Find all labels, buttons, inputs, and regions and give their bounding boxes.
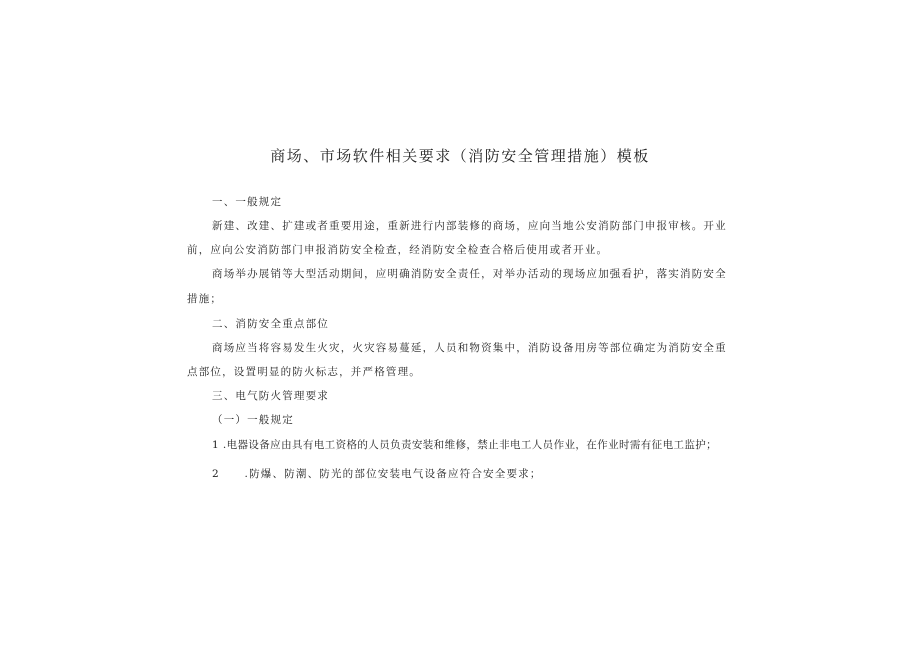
item1-number: 1 — [212, 439, 220, 451]
section3-item2 — [212, 466, 542, 481]
section2-heading: 二、消防安全重点部位 — [212, 318, 329, 330]
item2-text: .防爆、防潮、防光的部位安装电气设备应符合安全要求； — [244, 468, 542, 480]
section1-heading: 一、一般规定 — [212, 196, 283, 208]
section1-paragraph1-line2: 前，应向公安消防部门申报消防安全检查，经消防安全检查合格后使用或者开业。 — [187, 244, 609, 256]
section1-paragraph1-line1: 新建、改建、扩建或者重要用途，重新进行内部装修的商场，应向当地公安消防部门申报审核。开业 — [212, 220, 727, 232]
section3-heading: 三、电气防火管理要求 — [212, 390, 329, 402]
section1-paragraph2-line2: 措施； — [187, 293, 223, 305]
item2-number: 2 — [212, 468, 220, 480]
item1-text: .电器设备应由具有电工资格的人员负责安装和维修，禁止非电工人员作业，在作业时需有征电工监护； — [222, 439, 718, 451]
section2-paragraph-line1: 商场应当将容易发生火灾，火灾容易蔓延，人员和物资集中，消防设备用房等部位确定为消防安全重 — [212, 342, 727, 354]
section3-item1 — [212, 437, 717, 452]
section2-paragraph-line2: 点部位，设置明显的防火标志，并严格管理。 — [187, 366, 421, 378]
section1-paragraph2-line1: 商场举办展销等大型活动期间，应明确消防安全责任，对举办活动的现场应加强看护，落实消防安全 — [212, 268, 727, 280]
document-title: 商场、市场软件相关要求（消防安全管理措施）模板 — [270, 147, 650, 165]
section3-subsection1-heading: （一）一般规定 — [212, 414, 294, 426]
